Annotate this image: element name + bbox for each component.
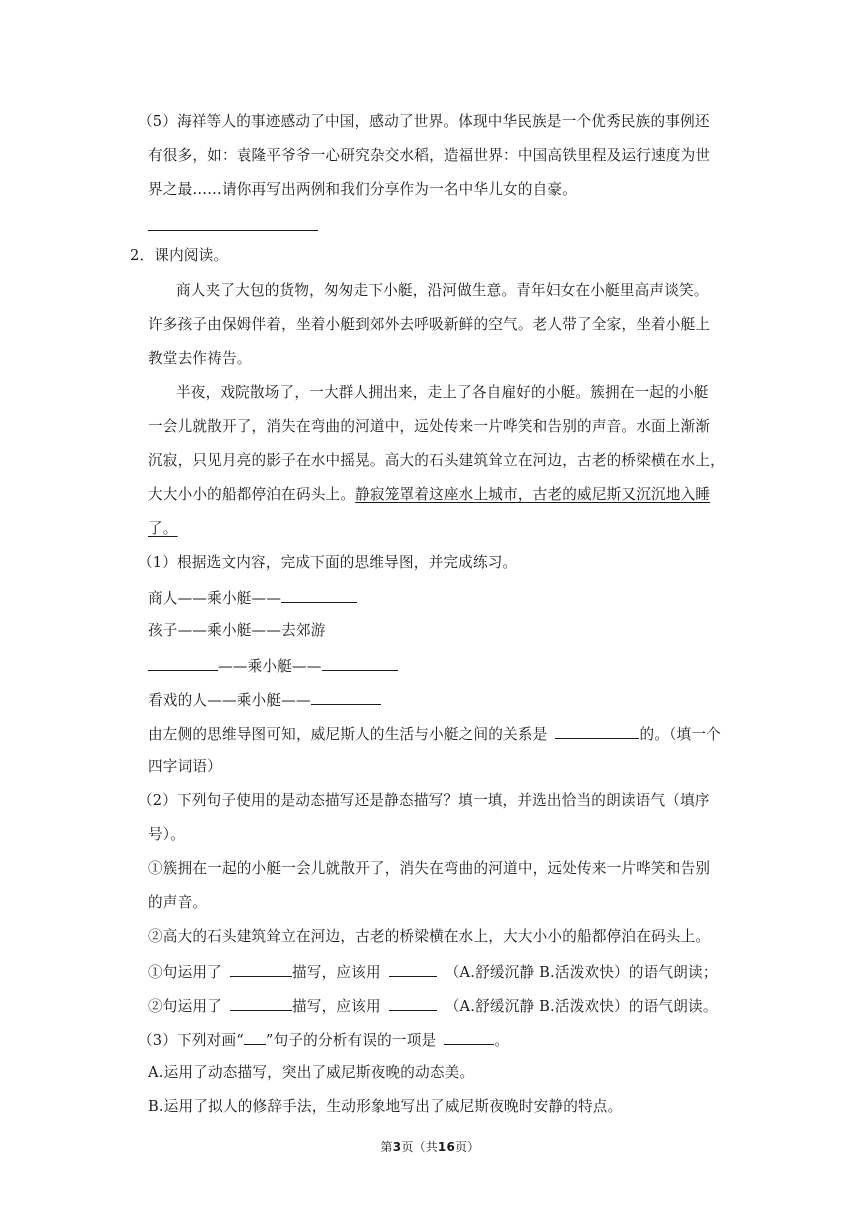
page-total: 16 — [437, 1140, 456, 1154]
option-a: A.运用了动态描写，突出了威尼斯夜晚的动态美。 — [148, 1064, 475, 1081]
answer-blank[interactable] — [281, 587, 357, 603]
fill-line-2: ②句运用了 描写，应该用 （A.舒缓沉静 B.活泼欢快）的语气朗读。 — [148, 995, 718, 1017]
passage-line: 教堂去作祷告。 — [148, 350, 252, 367]
answer-line[interactable] — [148, 230, 318, 231]
relation-line: 由左侧的思维导图可知，威尼斯人的生活与小艇之间的关系是 的。（填一个 — [148, 723, 721, 745]
passage-line: 沉寂，只见月亮的影子在水中摇晃。高大的石头建筑耸立在河边，古老的桥梁横在水上， — [148, 452, 725, 469]
mindmap-row: 看戏的人——乘小艇—— — [148, 689, 381, 711]
answer-blank[interactable] — [230, 961, 292, 977]
answer-blank[interactable] — [230, 995, 292, 1011]
part2-prompt: （2）下列句子使用的是动态描写还是静态描写？填一填，并选出恰当的朗读语气（填序 — [138, 792, 710, 809]
part3-prompt: （3）下列对画“ ”句子的分析有误的一项是 。 — [138, 1029, 509, 1051]
page-number: 3 — [392, 1140, 402, 1154]
passage-line — [148, 519, 192, 539]
passage-text: 大大小小的船都停泊在码头上。 — [148, 486, 356, 503]
answer-blank[interactable] — [555, 723, 639, 739]
question-number: 2． — [130, 247, 155, 264]
part2-prompt: 号）。 — [148, 826, 186, 843]
question-2-header — [130, 246, 228, 266]
page-footer: 第3页（共16页） — [380, 1140, 480, 1154]
underline-marker — [244, 1029, 266, 1045]
passage-line: 半夜，戏院散场了，一大群人拥出来，走上了各自雇好的小艇。簇拥在一起的小艇 — [176, 384, 709, 401]
mindmap-row: 孩子——乘小艇——去郊游 — [148, 622, 326, 639]
answer-blank[interactable] — [389, 995, 437, 1011]
q1-part5-line: 界之最……请你再写出两例和我们分享作为一名中华儿女的自豪。 — [148, 181, 578, 198]
underlined-sentence: 静寂笼罩着这座水上城市，古老的威尼斯又沉沉地入睡 — [355, 486, 711, 503]
passage-line: 许多孩子由保姆伴着，坐着小艇到郊外去呼吸新鲜的空气。老人带了全家，坐着小艇上 — [148, 316, 711, 333]
answer-blank[interactable] — [311, 689, 381, 705]
answer-blank[interactable] — [322, 655, 398, 671]
passage-line: 商人夹了大包的货物，匆匆走下小艇，沿河做生意。青年妇女在小艇里高声谈笑。 — [176, 282, 709, 299]
fill-line-1: ①句运用了 描写，应该用 （A.舒缓沉静 B.活泼欢快）的语气朗读； — [148, 961, 718, 983]
passage-line: 一会儿就散开了，消失在弯曲的河道中，远处传来一片哗笑和告别的声音。水面上渐渐 — [148, 418, 711, 435]
passage-line — [148, 485, 710, 505]
q1-part5-line: （5）海祥等人的事迹感动了中国，感动了世界。体现中华民族是一个优秀民族的事例还 — [138, 113, 710, 130]
q1-part5-line: 有很多，如：袁隆平爷爷一心研究杂交水稻，造福世界：中国高铁里程及运行速度为世 — [148, 147, 711, 164]
answer-blank[interactable] — [444, 1029, 494, 1045]
part1-prompt: （1）根据选文内容，完成下面的思维导图，并完成练习。 — [138, 554, 518, 571]
sentence-1: ①簇拥在一起的小艇一会儿就散开了，消失在弯曲的河道中，远处传来一片哗笑和告别 — [148, 860, 711, 877]
underlined-sentence-end: 了。 — [148, 520, 178, 537]
mindmap-row: ——乘小艇—— — [148, 655, 398, 677]
option-b: B.运用了拟人的修辞手法，生动形象地写出了威尼斯夜晚时安静的特点。 — [148, 1098, 623, 1115]
relation-line: 四字词语） — [148, 758, 222, 775]
answer-blank[interactable] — [389, 961, 437, 977]
question-title: 课内阅读。 — [154, 247, 229, 264]
mindmap-row: 商人——乘小艇—— — [148, 587, 357, 609]
sentence-1: 的声音。 — [148, 894, 208, 911]
sentence-2: ②高大的石头建筑耸立在河边，古老的桥梁横在水上，大大小小的船都停泊在码头上。 — [148, 928, 711, 945]
answer-blank[interactable] — [148, 655, 218, 671]
